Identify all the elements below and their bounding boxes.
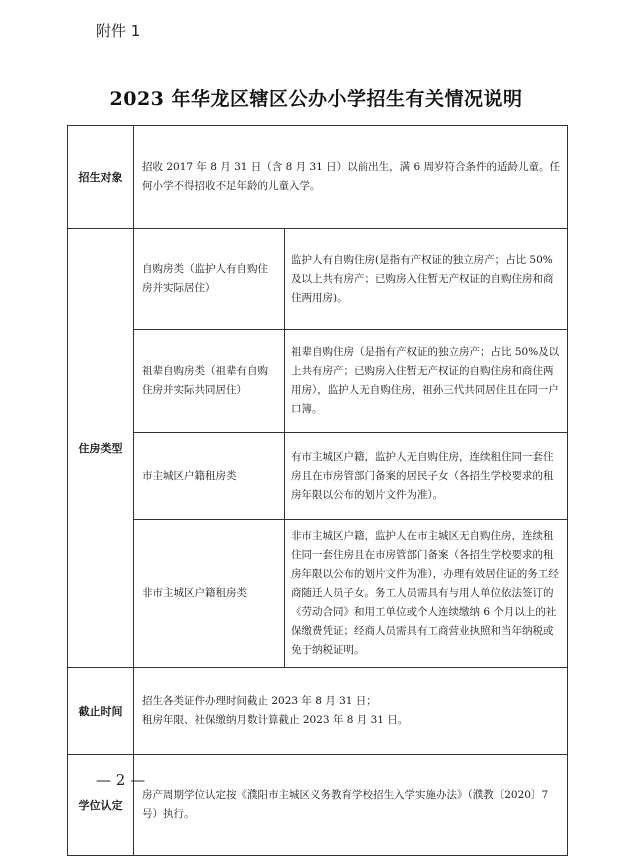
row-header-housing-type: 住房类型: [68, 229, 134, 668]
row-header-deadline: 截止时间: [68, 668, 134, 755]
school-place-content: 房产周期学位认定按《濮阳市主城区义务教育学校招生入学实施办法》（濮教〔2020〕7 号）执行。: [134, 755, 568, 856]
housing-type-label: 自购房类（监护人有自购住房并实际居住）: [134, 229, 285, 330]
table-row: [68, 126, 568, 229]
page-title: 2023 年华龙区辖区公办小学招生有关情况说明: [109, 88, 523, 110]
housing-type-desc: 非市主城区户籍，监护人在市主城区无自购住房，连续租住同一套住房且在市房管部门备案（各招生学校要求的租房年限以公布的划片文件为准），办理有效居住证的务工经商随迁人员子女。务工人员需具有与用人单位依法签订的《劳动合同》和用工单位或个人连续缴纳 6 个月以上的社保缴费凭证；经商人员需具有工商营业执照和当年纳税或免于纳税证明。: [285, 520, 568, 668]
table-row: [68, 433, 568, 520]
table-row: [68, 229, 568, 330]
housing-type-desc: 有市主城区户籍，监护人无自购住房，连续租住同一套住房且在市房管部门备案的居民子女（各招生学校要求的租房年限以公布的划片文件为准）。: [285, 433, 568, 520]
deadline-content: [134, 668, 568, 755]
row-header-enroll-target: 招生对象: [68, 126, 134, 229]
deadline-line-2: 租房年限、社保缴纳月数计算截止 2023 年 8 月 31 日。: [142, 714, 409, 726]
enrollment-info-table: [67, 125, 568, 856]
table-row: [68, 330, 568, 433]
housing-type-label: 市主城区户籍租房类: [134, 433, 285, 520]
page-number: — 2 —: [96, 771, 146, 789]
table-row: [68, 755, 568, 856]
housing-type-label: 祖辈自购房类（祖辈有自购住房并实际共同居住）: [134, 330, 285, 433]
housing-type-label: 非市主城区户籍租房类: [134, 520, 285, 668]
row-header-school-place: 学位认定: [68, 755, 134, 856]
table-row: [68, 668, 568, 755]
housing-type-desc: 祖辈自购住房（是指有产权证的独立房产；占比 50%及以上共有房产；已购房入住暂无产权证的自购住房和商住两用房），监护人无自购住房，祖孙三代共同居住且在同一户口簿。: [285, 330, 568, 433]
attachment-label: 附件 1: [96, 22, 141, 40]
housing-type-desc: 监护人有自购住房(是指有产权证的独立房产；占比 50%及以上共有房产；已购房入住暂无产权证的自购住房和商住两用房)。: [285, 229, 568, 330]
deadline-line-1: 招生各类证件办理时间截止 2023 年 8 月 31 日；: [142, 695, 377, 707]
enroll-target-content: 招收 2017 年 8 月 31 日（含 8 月 31 日）以前出生，满 6 周岁符合条件的适龄儿童。任何小学不得招收不足年龄的儿童入学。: [134, 126, 568, 229]
table-row: [68, 520, 568, 668]
